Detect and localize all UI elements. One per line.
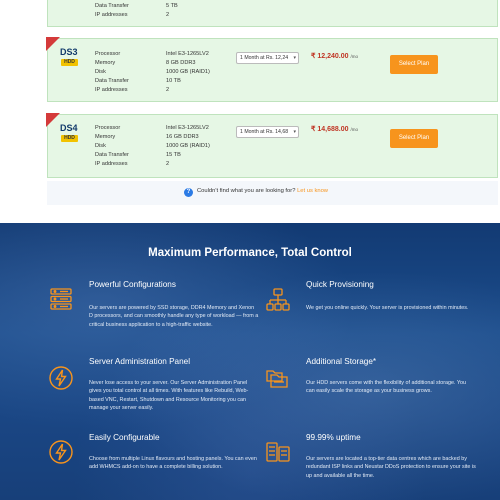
feature-desc: Our servers are powered by SSD storage, DDR4 Memory and Xenon D processors, and can smoothly handle any type of workload — from a critical business application to a high-traffic website. <box>89 305 259 328</box>
feature-title: Powerful Configurations <box>89 280 176 289</box>
billing-term-value: 1 Month at Rs. 14,68 <box>240 129 289 135</box>
spec-value: 5 TB <box>166 3 178 9</box>
spec-value: 8 GB DDR3 <box>166 60 196 66</box>
server-stack-icon <box>48 286 74 312</box>
lightning-icon <box>48 439 74 465</box>
feature-desc: Never lose access to your server. Our Server Administration Panel gives you total control at all times. With features like Rebuild, Web-based VNC, Restart, Shutdown and Resource Monitoring you can manage your server easily. <box>89 380 249 411</box>
select-plan-button[interactable]: Select Plan <box>390 129 438 148</box>
spec-value: 10 TB <box>166 78 181 84</box>
feature-title: Server Administration Panel <box>89 357 191 366</box>
spec-label: IP addresses <box>95 12 128 18</box>
spec-value: 2 <box>166 12 170 18</box>
spec-value: 1000 GB (RAID1) <box>166 143 210 149</box>
feature-desc: We get you online quickly. Your server is provisioned within minutes. <box>306 305 469 311</box>
feature-desc: Our servers are located a top-tier data centres which are backed by redundant ISP links and Neustar DDoS protection to ensure your site is up and available all the time. <box>306 456 476 479</box>
folders-icon <box>265 365 291 391</box>
plan-card-ds3 <box>47 38 498 102</box>
spec-value: 2 <box>166 87 170 93</box>
datacenter-icon <box>265 439 291 465</box>
new-ribbon <box>46 37 60 51</box>
section-title: Maximum Performance, Total Control <box>148 247 352 259</box>
hdd-badge: HDD <box>61 59 78 66</box>
spec-label: Data Transfer <box>95 152 129 158</box>
price-amount: ₹ 12,240.00 <box>311 53 349 60</box>
feature-desc: Choose from multiple Linux flavours and hosting panels. You can even add WHMCS add-on to have a complete billing solution. <box>89 456 257 471</box>
billing-term-select[interactable] <box>236 52 299 64</box>
help-question: Couldn't find what you are looking for? <box>197 188 296 194</box>
let-us-know-link[interactable]: Let us know <box>297 188 328 194</box>
plan-card-ds4 <box>47 114 498 178</box>
chevron-down-icon: ▾ <box>293 129 296 135</box>
spec-label: IP addresses <box>95 161 128 167</box>
lightning-icon <box>48 365 74 391</box>
network-icon <box>265 287 291 313</box>
hdd-badge: HDD <box>61 135 78 142</box>
spec-label: Data Transfer <box>95 78 129 84</box>
spec-label: Memory <box>95 60 116 66</box>
spec-value: 15 TB <box>166 152 181 158</box>
feature-title: Additional Storage* <box>306 357 377 366</box>
plan-card-top <box>47 0 498 27</box>
plan-name: DS4 <box>60 123 78 133</box>
feature-title: Easily Configurable <box>89 433 160 442</box>
features-section <box>0 223 500 500</box>
plan-name: DS3 <box>60 47 78 57</box>
spec-value: 2 <box>166 161 170 167</box>
spec-value: 16 GB DDR3 <box>166 134 199 140</box>
spec-value: Intel E3-1265LV2 <box>166 125 209 131</box>
price-unit: /mo <box>350 127 359 132</box>
feature-title: Quick Provisioning <box>306 280 374 289</box>
spec-label: Processor <box>95 51 121 57</box>
spec-value: 1000 GB (RAID1) <box>166 69 210 75</box>
spec-label: Memory <box>95 134 116 140</box>
help-row <box>47 181 498 205</box>
billing-term-value: 1 Month at Rs. 12,24 <box>240 55 289 61</box>
price-unit: /mo <box>350 54 359 59</box>
question-icon: ? <box>184 188 193 197</box>
plan-price <box>311 52 358 60</box>
spec-label: Disk <box>95 69 106 75</box>
feature-desc: Our HDD servers come with the flexibility of additional storage. You can easily scale the storage as your business grows. <box>306 380 466 395</box>
feature-title: 99.99% uptime <box>306 433 361 442</box>
chevron-down-icon: ▾ <box>293 55 296 61</box>
spec-label: IP addresses <box>95 87 128 93</box>
select-plan-button[interactable]: Select Plan <box>390 55 438 74</box>
spec-label: Data Transfer <box>95 3 129 9</box>
new-ribbon <box>46 113 60 127</box>
billing-term-select[interactable] <box>236 126 299 138</box>
spec-label: Disk <box>95 143 106 149</box>
spec-value: Intel E3-1265LV2 <box>166 51 209 57</box>
price-amount: ₹ 14,688.00 <box>311 126 349 133</box>
help-text <box>197 188 328 194</box>
plan-price <box>311 125 358 133</box>
spec-label: Processor <box>95 125 121 131</box>
